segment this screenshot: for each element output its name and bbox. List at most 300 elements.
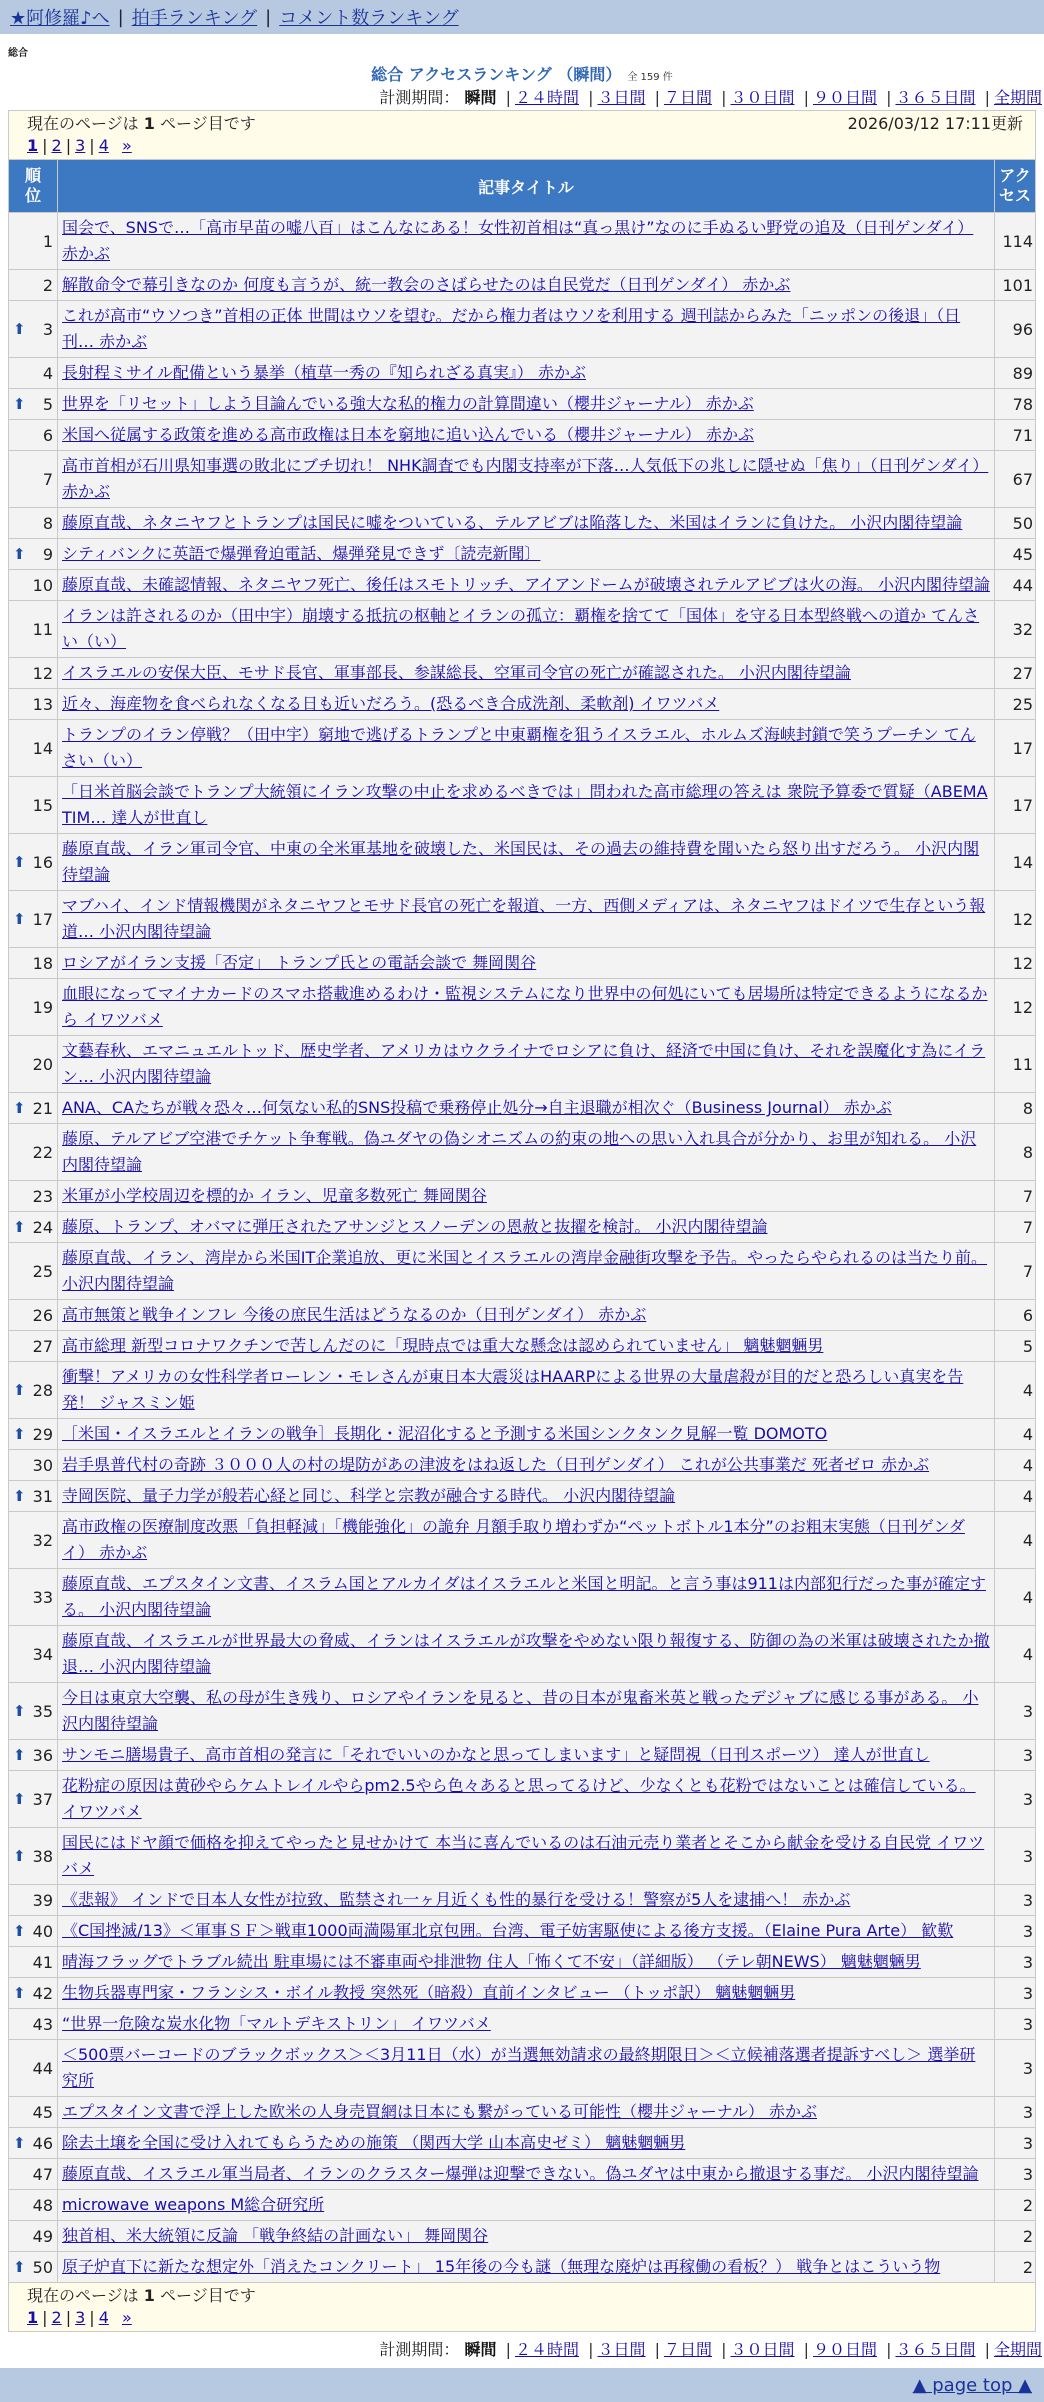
table-row <box>9 2190 1036 2221</box>
access-count: 3 <box>995 1885 1036 1916</box>
rank-number: 42 <box>32 1983 53 2003</box>
title-cell <box>58 1181 995 1212</box>
access-count: 11 <box>995 1036 1036 1093</box>
title-cell <box>58 891 995 948</box>
table-row <box>9 2221 1036 2252</box>
updated-timestamp: 2026/03/12 17:11更新 <box>847 114 1023 133</box>
article-link[interactable]: 生物兵器専門家・フランシス・ボイル教授 突然死（暗殺）直前インタビュー （トッポ訳） 魑魅魍魎男 <box>62 1983 796 2002</box>
period-selector-bottom <box>0 2338 1044 2362</box>
article-link[interactable]: 藤原直哉、エプスタイン文書、イスラム国とアルカイダはイスラエルと米国と明記。と言う事は911は内部犯行だった事が確定する。 小沢内閣待望論 <box>62 1574 986 1619</box>
table-row <box>9 1331 1036 1362</box>
rank-up-arrow-icon: ⬆ <box>13 1381 26 1399</box>
rank-number: 10 <box>32 575 53 595</box>
rank-number: 23 <box>32 1186 53 1206</box>
access-count: 3 <box>995 1916 1036 1947</box>
current-page-text <box>27 113 256 135</box>
rank-number: 14 <box>32 738 53 758</box>
table-row <box>9 508 1036 539</box>
rank-number: 13 <box>32 694 53 714</box>
title-cell <box>58 1450 995 1481</box>
period-separator: | <box>654 88 660 107</box>
access-count: 3 <box>995 1828 1036 1885</box>
article-link[interactable]: トランプのイラン停戦？（田中宇）窮地で逃げるトランプと中東覇権を狙うイスラエル、ホルムズ海峡封鎖で笑うプーチン てんさい（い） <box>62 725 976 770</box>
next-page-link[interactable]: » <box>121 2308 132 2327</box>
article-link[interactable]: 《C国挫滅/13》＜軍事ＳＦ＞戦車1000両満陽軍北京包囲。台湾、電子妨害駆使による後方支援。（Elaine Pura Arte） 歓歎 <box>62 1921 954 1940</box>
title-cell <box>58 1036 995 1093</box>
table-row <box>9 834 1036 891</box>
article-link[interactable]: ＜500票バーコードのブラックボックス＞＜3月11日（水）が当選無効請求の最終期限日＞＜立候補落選者提訴すべし＞ 選挙研究所 <box>62 2045 976 2090</box>
rank-number: 46 <box>32 2133 53 2153</box>
pager-separator: | <box>89 136 95 155</box>
rank-number: 45 <box>32 2102 53 2122</box>
table-row <box>9 570 1036 601</box>
article-link[interactable]: 藤原直哉、イラン、湾岸から米国IT企業追放、更に米国とイスラエルの湾岸金融街攻撃を予告。やったらやられるのは当たり前。 小沢内閣待望論 <box>62 1248 988 1293</box>
rank-number: 35 <box>32 1701 53 1721</box>
page-info-top <box>8 110 1036 159</box>
table-row <box>9 213 1036 270</box>
rank-cell <box>9 2221 58 2252</box>
title-cell <box>58 2009 995 2040</box>
pager-separator: | <box>89 2308 95 2327</box>
page-link-2[interactable]: 2 <box>51 136 62 155</box>
article-link[interactable]: 晴海フラッグでトラブル続出 駐車場には不審車両や排泄物 住人「怖くて不安」（詳細版） （テレ朝NEWS） 魑魅魍魎男 <box>62 1952 921 1971</box>
pager-separator: | <box>42 2308 48 2327</box>
rank-number: 34 <box>32 1644 53 1664</box>
period-option-all[interactable]: 全期間 <box>993 88 1042 107</box>
rank-cell <box>9 1626 58 1683</box>
article-link[interactable]: 藤原、テルアビブ空港でチケット争奪戦。偽ユダヤの偽シオニズムの約束の地への思い入れ具合が分かり、お里が知れる。 小沢内閣待望論 <box>62 1129 977 1174</box>
rank-up-arrow-icon: ⬆ <box>13 395 26 413</box>
article-link[interactable]: 《悲報》 インドで日本人女性が拉致、監禁され一ヶ月近くも性的暴行を受ける！警察が5人を逮捕へ！ 赤かぶ <box>62 1890 851 1909</box>
rank-cell <box>9 1512 58 1569</box>
rank-number: 29 <box>32 1424 53 1444</box>
title-cell <box>58 2221 995 2252</box>
title-cell <box>58 1124 995 1181</box>
access-count: 67 <box>995 451 1036 508</box>
rank-up-arrow-icon: ⬆ <box>13 320 26 338</box>
page-link-3[interactable]: 3 <box>75 2308 86 2327</box>
rank-number: 38 <box>32 1846 53 1866</box>
rank-up-arrow-icon: ⬆ <box>13 1487 26 1505</box>
access-count: 27 <box>995 658 1036 689</box>
title-cell <box>58 1512 995 1569</box>
period-separator: | <box>588 2340 594 2359</box>
rank-number: 19 <box>32 997 53 1017</box>
footer-bar <box>0 2368 1044 2402</box>
article-link[interactable]: 除去土壌を全国に受け入れてもらうための施策 （関西大学 山本高史ゼミ） 魑魅魍魎男 <box>62 2133 686 2152</box>
article-link[interactable]: 米国へ従属する政策を進める高市政権は日本を窮地に追い込んでいる（櫻井ジャーナル） 赤かぶ <box>62 425 754 444</box>
access-count: 45 <box>995 539 1036 570</box>
table-row <box>9 1481 1036 1512</box>
title-cell <box>58 601 995 658</box>
title-cell <box>58 1569 995 1626</box>
rank-cell <box>9 2159 58 2190</box>
access-count: 78 <box>995 389 1036 420</box>
current-page-number: 1 <box>143 114 155 133</box>
title-cell <box>58 270 995 301</box>
rank-number: 43 <box>32 2014 53 2034</box>
table-row <box>9 1212 1036 1243</box>
rank-up-arrow-icon: ⬆ <box>13 1702 26 1720</box>
rank-number: 6 <box>42 425 53 445</box>
rank-cell <box>9 1181 58 1212</box>
pager-separator: | <box>42 136 48 155</box>
nav-separator: | <box>117 6 124 28</box>
article-link[interactable]: 世界を「リセット」しよう目論んでいる強大な私的権力の計算間違い（櫻井ジャーナル） 赤かぶ <box>62 394 754 413</box>
period-option-90d[interactable]: ９０日間 <box>812 88 877 107</box>
title-cell <box>58 1212 995 1243</box>
rank-number: 3 <box>42 319 53 339</box>
rank-number: 32 <box>32 1530 53 1550</box>
rank-cell <box>9 1036 58 1093</box>
title-cell <box>58 1093 995 1124</box>
rank-cell <box>9 2040 58 2097</box>
page-link-2[interactable]: 2 <box>51 2308 62 2327</box>
access-count: 3 <box>995 1740 1036 1771</box>
article-link[interactable]: 岩手県普代村の奇跡 ３０００人の村の堤防があの津波をはね返した（日刊ゲンダイ） これが公共事業だ 死者ゼロ 赤かぶ <box>62 1455 930 1474</box>
article-link[interactable]: ［米国・イスラエルとイランの戦争］長期化・泥沼化すると予測する米国シンクタンク見解一覧 DOMOTO <box>62 1424 828 1443</box>
article-link[interactable]: 今日は東京大空襲、私の母が生き残り、ロシアやイランを見ると、昔の日本が鬼畜米英と戦ったデジャブに感じる事がある。 小沢内閣待望論 <box>62 1688 979 1733</box>
rank-cell <box>9 1419 58 1450</box>
rank-number: 28 <box>32 1380 53 1400</box>
article-link[interactable]: 原子炉直下に新たな想定外「消えたコンクリート」 15年後の今も謎（無理な廃炉は再稼働の看板？） 戦争とはこういう物 <box>62 2257 941 2276</box>
article-link[interactable]: これが高市“ウソつき”首相の正体 世間はウソを望む。だから権力者はウソを利用する 週刊誌からみた「ニッポンの後退」（日刊… 赤かぶ <box>62 306 961 351</box>
title-cell <box>58 389 995 420</box>
table-row <box>9 689 1036 720</box>
rank-number: 22 <box>32 1142 53 1162</box>
article-link[interactable]: 高市首相が石川県知事選の敗北にブチ切れ！ NHK調査でも内閣支持率が下落…人気低下の兆しに隠せぬ「焦り」（日刊ゲンダイ） 赤かぶ <box>62 456 989 501</box>
access-count: 44 <box>995 570 1036 601</box>
period-selector-top <box>0 86 1044 110</box>
table-row <box>9 1036 1036 1093</box>
access-count: 12 <box>995 948 1036 979</box>
ranking-table <box>8 159 1036 2283</box>
title-cell <box>58 2252 995 2283</box>
home-link[interactable]: ★阿修羅♪へ <box>10 8 110 29</box>
current-page-post: ページ目です <box>160 2286 256 2305</box>
article-link[interactable]: “世界一危険な炭水化物「マルトデキストリン」 イワツバメ <box>62 2014 491 2033</box>
period-current: 瞬間 <box>464 88 497 107</box>
rank-cell <box>9 891 58 948</box>
rank-number: 44 <box>32 2058 53 2078</box>
rank-number: 7 <box>42 469 53 489</box>
rank-cell <box>9 1362 58 1419</box>
rank-up-arrow-icon: ⬆ <box>13 853 26 871</box>
article-link[interactable]: シティバンクに英語で爆弾脅迫電話、爆弾発見できず〔読売新聞〕 <box>62 544 541 563</box>
rank-number: 17 <box>32 909 53 929</box>
header-rank <box>9 160 58 213</box>
rank-cell <box>9 1481 58 1512</box>
rank-cell <box>9 451 58 508</box>
rank-cell <box>9 1978 58 2009</box>
rank-number: 24 <box>32 1217 53 1237</box>
article-link[interactable]: 藤原直哉、イラン軍司令官、中東の全米軍基地を破壊した、米国民は、その過去の維持費を聞いたら怒り出すだろう。 小沢内閣待望論 <box>62 839 980 884</box>
rank-cell <box>9 1828 58 1885</box>
rank-number: 16 <box>32 852 53 872</box>
access-count: 4 <box>995 1481 1036 1512</box>
period-separator: | <box>721 88 727 107</box>
table-row <box>9 948 1036 979</box>
rank-up-arrow-icon: ⬆ <box>13 1922 26 1940</box>
rank-number: 50 <box>32 2257 53 2277</box>
period-option-7d[interactable]: ７日間 <box>663 2340 712 2359</box>
rank-cell <box>9 2128 58 2159</box>
article-link[interactable]: 藤原直哉、イスラエル軍当局者、イランのクラスター爆弾は迎撃できない。偽ユダヤは中東から撤退する事だ。 小沢内閣待望論 <box>62 2164 979 2183</box>
period-option-30d[interactable]: ３０日間 <box>730 2340 795 2359</box>
page-link-4[interactable]: 4 <box>98 2308 109 2327</box>
header-rank-label: 順位 <box>24 166 41 205</box>
table-row <box>9 1243 1036 1300</box>
article-link[interactable]: 長射程ミサイル配備という暴挙（植草一秀の『知られざる真実』） 赤かぶ <box>62 363 586 382</box>
table-row <box>9 2009 1036 2040</box>
table-row <box>9 1740 1036 1771</box>
rank-number: 21 <box>32 1098 53 1118</box>
period-option-24h[interactable]: ２４時間 <box>514 88 579 107</box>
article-link[interactable]: microwave weapons M総合研究所 <box>62 2195 325 2214</box>
current-page-number: 1 <box>143 2286 155 2305</box>
access-count: 7 <box>995 1243 1036 1300</box>
access-count: 7 <box>995 1212 1036 1243</box>
article-link[interactable]: 藤原直哉、未確認情報、ネタニヤフ死亡、後任はスモトリッチ、アイアンドームが破壊されテルアビブは火の海。 小沢内閣待望論 <box>62 575 990 594</box>
period-option-30d[interactable]: ３０日間 <box>730 88 795 107</box>
rank-up-arrow-icon: ⬆ <box>13 1218 26 1236</box>
rank-cell <box>9 948 58 979</box>
rank-up-arrow-icon: ⬆ <box>13 1099 26 1117</box>
title-cell <box>58 948 995 979</box>
period-option-24h[interactable]: ２４時間 <box>514 2340 579 2359</box>
article-link[interactable]: 国会で、SNSで…「高市早苗の嘘八百」はこんなにある！女性初首相は“真っ黒け”なのに手ぬるい野党の追及（日刊ゲンダイ） 赤かぶ <box>62 218 974 263</box>
ranking-table-body <box>9 213 1036 2283</box>
title-cell <box>58 2190 995 2221</box>
article-link[interactable]: 衝撃！アメリカの女性科学者ローレン・モレさんが東日本大震災はHAARPによる世界の大量虐殺が目的だと恐ろしい真実を告発！ ジャスミン姫 <box>62 1367 964 1412</box>
rank-cell <box>9 1916 58 1947</box>
rank-cell <box>9 1331 58 1362</box>
access-count: 114 <box>995 213 1036 270</box>
title-cell <box>58 720 995 777</box>
table-row <box>9 1093 1036 1124</box>
article-link[interactable]: 花粉症の原因は黄砂やらケムトレイルやらpm2.5やら色々あると思ってるけど、少なくとも花粉ではないことは確信している。 イワツバメ <box>62 1776 976 1821</box>
article-link[interactable]: 高市無策と戦争インフレ 今後の庶民生活はどうなるのか（日刊ゲンダイ） 赤かぶ <box>62 1305 647 1324</box>
access-count: 14 <box>995 834 1036 891</box>
article-link[interactable]: 独首相、米大統領に反論 「戦争終結の計画ない」 舞岡関谷 <box>62 2226 489 2245</box>
rank-up-arrow-icon: ⬆ <box>13 1746 26 1764</box>
rank-cell <box>9 270 58 301</box>
access-count: 5 <box>995 1331 1036 1362</box>
top-nav-bar <box>0 0 1044 34</box>
title-cell <box>58 1419 995 1450</box>
article-link[interactable]: イランは許されるのか（田中宇）崩壊する抵抗の枢軸とイランの孤立：覇権を捨てて「国体」を守る日本型終戦への道か てんさい（い） <box>62 606 980 651</box>
ranking-container <box>8 110 1036 2332</box>
title-cell <box>58 420 995 451</box>
period-current: 瞬間 <box>464 2340 497 2359</box>
article-link[interactable]: 近々、海産物を食べられなくなる日も近いだろう。(恐るべき合成洗剤、柔軟剤) イワツバメ <box>62 694 720 713</box>
title-cell <box>58 777 995 834</box>
access-count: 2 <box>995 2221 1036 2252</box>
page-link-3[interactable]: 3 <box>75 136 86 155</box>
access-count: 3 <box>995 2128 1036 2159</box>
clap-ranking-link[interactable]: 拍手ランキング <box>131 8 258 29</box>
title-cell <box>58 1300 995 1331</box>
table-row <box>9 1419 1036 1450</box>
rank-number: 25 <box>32 1261 53 1281</box>
table-row <box>9 658 1036 689</box>
page-link-1[interactable]: 1 <box>27 136 39 155</box>
page-info-bottom <box>8 2283 1036 2332</box>
access-count: 4 <box>995 1626 1036 1683</box>
article-link[interactable]: ANA、CAたちが戦々恐々…何気ない私的SNS投稿で乗務停止処分→自主退職が相次ぐ（Business Journal） 赤かぶ <box>62 1098 892 1117</box>
article-link[interactable]: サンモニ膳場貴子、高市首相の発言に「それでいいのかなと思ってしまいます」と疑問視（日刊スポーツ） 達人が世直し <box>62 1745 930 1764</box>
access-count: 101 <box>995 270 1036 301</box>
access-count: 12 <box>995 891 1036 948</box>
rank-up-arrow-icon: ⬆ <box>13 1984 26 2002</box>
title-cell <box>58 1885 995 1916</box>
rank-cell <box>9 1212 58 1243</box>
rank-cell <box>9 1885 58 1916</box>
rank-number: 41 <box>32 1952 53 1972</box>
title-cell <box>58 539 995 570</box>
table-row <box>9 2252 1036 2283</box>
rank-cell <box>9 508 58 539</box>
rank-number: 9 <box>42 544 53 564</box>
period-separator: | <box>984 88 990 107</box>
rank-number: 5 <box>42 394 53 414</box>
access-count: 4 <box>995 1450 1036 1481</box>
article-link[interactable]: ロシアがイラン支援「否定」 トランプ氏との電話会談で 舞岡関谷 <box>62 953 537 972</box>
title-cell <box>58 1331 995 1362</box>
table-row <box>9 1512 1036 1569</box>
table-row <box>9 1626 1036 1683</box>
rank-cell <box>9 2190 58 2221</box>
table-row <box>9 2040 1036 2097</box>
title-cell <box>58 1243 995 1300</box>
period-option-7d[interactable]: ７日間 <box>663 88 712 107</box>
table-row <box>9 389 1036 420</box>
title-cell <box>58 1481 995 1512</box>
period-separator: | <box>803 88 809 107</box>
access-count: 32 <box>995 601 1036 658</box>
title-cell <box>58 358 995 389</box>
rank-cell <box>9 570 58 601</box>
current-page-pre: 現在のページは <box>27 2286 139 2305</box>
access-count: 2 <box>995 2190 1036 2221</box>
article-link[interactable]: 藤原、トランプ、オバマに弾圧されたアサンジとスノーデンの恩赦と抜擢を検討。 小沢内閣待望論 <box>62 1217 768 1236</box>
table-row <box>9 1124 1036 1181</box>
table-row <box>9 2128 1036 2159</box>
next-page-link[interactable]: » <box>121 136 132 155</box>
rank-number: 15 <box>32 795 53 815</box>
article-link[interactable]: 藤原直哉、イスラエルが世界最大の脅威、イランはイスラエルが攻撃をやめない限り報復する、防御の為の米軍は破壊されたか撤退… 小沢内閣待望論 <box>62 1631 990 1676</box>
page-top-link[interactable]: ▲ page top ▲ <box>912 2374 1032 2396</box>
article-link[interactable]: 寺岡医院、量子力学が般若心経と同じ、科学と宗教が融合する時代。 小沢内閣待望論 <box>62 1486 676 1505</box>
title-cell <box>58 658 995 689</box>
period-separator: | <box>984 2340 990 2359</box>
rank-up-arrow-icon: ⬆ <box>13 545 26 563</box>
period-option-365d[interactable]: ３６５日間 <box>895 88 976 107</box>
article-link[interactable]: イスラエルの安保大臣、モサド長官、軍事部長、参謀総長、空軍司令官の死亡が確認された。 小沢内閣待望論 <box>62 663 851 682</box>
table-row <box>9 1947 1036 1978</box>
table-row <box>9 777 1036 834</box>
article-link[interactable]: エプスタイン文書で浮上した欧米の人身売買網は日本にも繋がっている可能性（櫻井ジャーナル） 赤かぶ <box>62 2102 818 2121</box>
rank-number: 36 <box>32 1745 53 1765</box>
rank-cell <box>9 979 58 1036</box>
period-option-365d[interactable]: ３６５日間 <box>895 2340 976 2359</box>
table-row <box>9 539 1036 570</box>
access-count: 4 <box>995 1569 1036 1626</box>
table-row <box>9 2159 1036 2190</box>
article-link[interactable]: 藤原直哉、ネタニヤフとトランプは国民に嘘をついている、テルアビブは陥落した、米国はイランに負けた。 小沢内閣待望論 <box>62 513 963 532</box>
rank-number: 4 <box>42 363 53 383</box>
access-count: 3 <box>995 1947 1036 1978</box>
article-link[interactable]: 文藝春秋、エマニュエルトッド、歴史学者、アメリカはウクライナでロシアに負け、経済で中国に負け、それを誤魔化す為にイラン… 小沢内閣待望論 <box>62 1041 986 1086</box>
access-count: 4 <box>995 1512 1036 1569</box>
comment-ranking-link[interactable]: コメント数ランキング <box>279 8 459 29</box>
period-option-3d[interactable]: ３日間 <box>597 2340 646 2359</box>
rank-up-arrow-icon: ⬆ <box>13 1847 26 1865</box>
rank-number: 30 <box>32 1455 53 1475</box>
access-count: 3 <box>995 2097 1036 2128</box>
page-link-4[interactable]: 4 <box>98 136 109 155</box>
rank-number: 11 <box>32 619 53 639</box>
rank-number: 20 <box>32 1054 53 1074</box>
article-link[interactable]: 高市総理 新型コロナワクチンで苦しんだのに「現時点では重大な懸念は認められていません」 魑魅魍魎男 <box>62 1336 824 1355</box>
rank-number: 40 <box>32 1921 53 1941</box>
table-row <box>9 301 1036 358</box>
rank-up-arrow-icon: ⬆ <box>13 1425 26 1443</box>
table-row <box>9 1362 1036 1419</box>
rank-number: 26 <box>32 1305 53 1325</box>
rank-cell <box>9 689 58 720</box>
period-option-3d[interactable]: ３日間 <box>597 88 646 107</box>
table-row <box>9 1885 1036 1916</box>
article-link[interactable]: 解散命令で幕引きなのか 何度も言うが、統一教会のさばらせたのは自民党だ（日刊ゲンダイ） 赤かぶ <box>62 275 791 294</box>
access-count: 3 <box>995 2040 1036 2097</box>
period-separator: | <box>886 2340 892 2359</box>
article-link[interactable]: マブハイ、インド情報機関がネタニヤフとモサド長官の死亡を報道、一方、西側メディアは、ネタニヤフはドイツで生存という報道… 小沢内閣待望論 <box>62 896 986 941</box>
access-count: 7 <box>995 1181 1036 1212</box>
table-row <box>9 1569 1036 1626</box>
current-page-pre: 現在のページは <box>27 114 139 133</box>
title-cell <box>58 1683 995 1740</box>
period-separator: | <box>654 2340 660 2359</box>
article-link[interactable]: 国民にはドヤ顔で価格を抑えてやったと見せかけて 本当に喜んでいるのは石油元売り業者とそこから献金を受ける自民党 イワツバメ <box>62 1833 985 1878</box>
rank-cell <box>9 777 58 834</box>
article-link[interactable]: 「日米首脳会談でトランプ大統領にイラン攻撃の中止を求めるべきでは」問われた高市総理の答えは 衆院予算委で質疑（ABEMA TIM… 達人が世直し <box>62 782 988 827</box>
item-count: 全 159 件 <box>627 72 673 83</box>
title-cell <box>58 2159 995 2190</box>
page-link-1[interactable]: 1 <box>27 2308 39 2327</box>
rank-cell <box>9 658 58 689</box>
table-row <box>9 358 1036 389</box>
article-link[interactable]: 血眼になってマイナカードのスマホ搭載進めるわけ・監視システムになり世界中の何処にいても居場所は特定できるようになるから イワツバメ <box>62 984 988 1029</box>
rank-cell <box>9 1093 58 1124</box>
table-row <box>9 891 1036 948</box>
period-option-90d[interactable]: ９０日間 <box>812 2340 877 2359</box>
rank-number: 31 <box>32 1486 53 1506</box>
rank-cell <box>9 1243 58 1300</box>
table-row <box>9 2097 1036 2128</box>
rank-cell <box>9 1683 58 1740</box>
access-count: 96 <box>995 301 1036 358</box>
rank-cell <box>9 1124 58 1181</box>
article-link[interactable]: 米軍が小学校周辺を標的か イラン、児童多数死亡 舞岡関谷 <box>62 1186 487 1205</box>
table-row <box>9 601 1036 658</box>
article-link[interactable]: 高市政権の医療制度改悪「負担軽減」「機能強化」の詭弁 月額手取り増わずか“ペットボトル1本分”のお粗末実態（日刊ゲンダイ） 赤かぶ <box>62 1517 965 1562</box>
header-access <box>995 160 1036 213</box>
period-option-all[interactable]: 全期間 <box>993 2340 1042 2359</box>
pager-separator: | <box>65 2308 72 2327</box>
rank-cell <box>9 720 58 777</box>
rank-cell <box>9 2097 58 2128</box>
